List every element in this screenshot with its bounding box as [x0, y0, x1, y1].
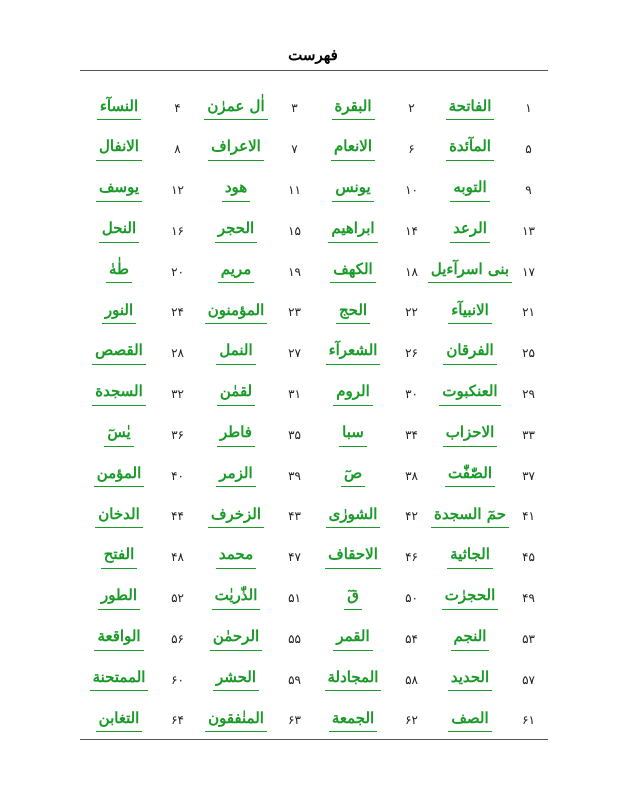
surah-number: ۶٢ — [405, 713, 418, 728]
surah-name-link[interactable]: القصص — [92, 339, 146, 365]
surah-entry[interactable] — [197, 210, 275, 251]
surah-name-link[interactable]: الحشر — [213, 666, 259, 692]
surah-number: ٣٨ — [405, 468, 418, 483]
surah-number: ۵٠ — [405, 590, 418, 605]
surah-number: ۵٧ — [522, 672, 535, 687]
surah-name-link[interactable]: الشعرآء — [326, 339, 381, 365]
surah-name-link[interactable]: الفرقان — [443, 339, 496, 365]
surah-name-link[interactable]: محمد — [216, 543, 256, 569]
surah-entry[interactable] — [197, 292, 275, 333]
surah-name-link[interactable]: الدخان — [95, 503, 142, 529]
surah-entry[interactable] — [197, 618, 275, 659]
surah-number: ٣۶ — [171, 427, 184, 442]
surah-number: ١٧ — [522, 264, 535, 279]
surah-entry[interactable] — [197, 455, 275, 496]
surah-entry[interactable] — [197, 170, 275, 211]
surah-number: ٣٣ — [522, 427, 535, 442]
surah-entry[interactable] — [314, 374, 392, 415]
surah-name-link[interactable]: البقرة — [332, 95, 375, 121]
surah-name-link[interactable]: الشورٰى — [326, 503, 381, 529]
surah-name-link[interactable]: الحجرٰت — [442, 584, 499, 610]
surah-entry[interactable] — [197, 537, 275, 578]
surah-entry[interactable] — [197, 700, 275, 741]
surah-name-link[interactable]: الاحزاب — [443, 421, 498, 447]
surah-entry[interactable] — [314, 88, 392, 129]
surah-number: ۴٠ — [171, 468, 184, 483]
surah-name-link[interactable]: الانعام — [331, 135, 375, 161]
surah-name-link[interactable]: لقمٰن — [217, 380, 255, 406]
surah-number: ١٠ — [405, 182, 418, 197]
surah-number: ١٣ — [522, 223, 535, 238]
surah-number: ۵٢ — [171, 590, 184, 605]
surah-entry[interactable] — [431, 292, 509, 333]
surah-entry[interactable] — [197, 129, 275, 170]
surah-entry[interactable] — [80, 292, 158, 333]
surah-number: ٢۴ — [171, 305, 184, 320]
surah-number: ۵۴ — [405, 631, 418, 646]
surah-name-link[interactable]: الرعد — [450, 217, 490, 243]
surah-number: ٣١ — [288, 386, 301, 401]
surah-entry[interactable] — [431, 496, 509, 537]
surah-entry[interactable] — [314, 537, 392, 578]
surah-number: ٨ — [174, 142, 181, 157]
surah-entry[interactable] — [431, 170, 509, 211]
surah-entry[interactable] — [197, 496, 275, 537]
surah-name-link[interactable]: النسآء — [97, 95, 141, 121]
surah-entry[interactable] — [314, 659, 392, 700]
surah-number: ۶١ — [522, 713, 535, 728]
surah-number: ۵۶ — [171, 631, 184, 646]
surah-number: ۵٩ — [288, 672, 301, 687]
surah-name-link[interactable]: الصف — [448, 707, 491, 733]
surah-name-link[interactable]: الحج — [336, 299, 370, 325]
surah-entry[interactable] — [314, 251, 392, 292]
surah-number: ١٢ — [171, 182, 184, 197]
surah-number: ۵ — [525, 142, 532, 157]
surah-entry[interactable] — [80, 455, 158, 496]
surah-name-link[interactable]: المنٰفقون — [205, 707, 267, 733]
surah-entry[interactable] — [80, 700, 158, 741]
surah-name-link[interactable]: الممتحنة — [90, 666, 149, 692]
surah-entry[interactable] — [431, 659, 509, 700]
surah-entry[interactable] — [80, 374, 158, 415]
surah-entry[interactable] — [314, 455, 392, 496]
surah-number: ٢٠ — [171, 264, 184, 279]
surah-entry[interactable] — [431, 455, 509, 496]
surah-number: ۶٣ — [288, 713, 301, 728]
surah-entry[interactable] — [80, 537, 158, 578]
surah-number: ٢٣ — [288, 305, 301, 320]
top-divider — [80, 70, 548, 71]
bottom-divider — [80, 739, 548, 740]
surah-number: ۴٧ — [288, 550, 301, 565]
surah-entry[interactable] — [431, 578, 509, 619]
page-title: فهرست — [288, 46, 338, 64]
surah-entry[interactable] — [314, 170, 392, 211]
table-of-contents — [80, 88, 548, 741]
surah-number: ۶ — [408, 142, 415, 157]
surah-number: ۴۵ — [522, 550, 535, 565]
surah-entry[interactable] — [314, 210, 392, 251]
surah-entry[interactable] — [80, 129, 158, 170]
surah-name-link[interactable]: حمٓ السجدة — [431, 503, 509, 529]
surah-name-link[interactable]: النحل — [99, 217, 139, 243]
surah-entry[interactable] — [80, 333, 158, 374]
surah-name-link[interactable]: ابراهيم — [328, 217, 377, 243]
surah-number: ١۶ — [171, 223, 184, 238]
surah-number: ۴۴ — [171, 509, 184, 524]
surah-name-link[interactable]: المؤمن — [94, 462, 145, 488]
surah-number: ۵١ — [288, 590, 301, 605]
surah-entry[interactable] — [197, 659, 275, 700]
surah-name-link[interactable]: طٰهٰ — [106, 258, 132, 284]
surah-name-link[interactable]: بنی اسرآءيل — [428, 258, 512, 284]
surah-number: ۵۵ — [288, 631, 301, 646]
surah-name-link[interactable]: الروم — [333, 380, 373, 406]
surah-name-link[interactable]: التوبه — [450, 176, 489, 202]
surah-number: ۴٩ — [522, 590, 535, 605]
surah-entry[interactable] — [431, 251, 509, 292]
surah-name-link[interactable]: الزخرف — [208, 503, 264, 529]
surah-number: ۶۴ — [171, 713, 184, 728]
surah-name-link[interactable]: اٰل عمرٰن — [204, 95, 267, 121]
surah-name-link[interactable]: الرحمٰن — [210, 625, 262, 651]
surah-number: ١۵ — [288, 223, 301, 238]
surah-name-link[interactable]: العنكبوت — [439, 380, 500, 406]
surah-entry[interactable] — [431, 129, 509, 170]
surah-name-link[interactable]: الواقعة — [94, 625, 143, 651]
surah-name-link[interactable]: الطور — [98, 584, 140, 610]
surah-entry[interactable] — [314, 292, 392, 333]
surah-entry[interactable] — [431, 374, 509, 415]
surah-number: ٩ — [525, 182, 532, 197]
surah-name-link[interactable]: يوسف — [96, 176, 142, 202]
surah-name-link[interactable]: فاطر — [217, 421, 255, 447]
surah-entry[interactable] — [314, 129, 392, 170]
surah-number: ۴١ — [522, 509, 535, 524]
surah-number: ١ — [525, 101, 532, 116]
surah-number: ۴٢ — [405, 509, 418, 524]
surah-name-link[interactable]: يونس — [332, 176, 373, 202]
surah-entry[interactable] — [314, 700, 392, 741]
surah-entry[interactable] — [80, 251, 158, 292]
surah-name-link[interactable]: الانفال — [96, 135, 142, 161]
surah-entry[interactable] — [314, 496, 392, 537]
surah-number: ١۴ — [405, 223, 418, 238]
surah-name-link[interactable]: الاحقاف — [325, 543, 381, 569]
surah-number: ١٩ — [288, 264, 301, 279]
surah-entry[interactable] — [314, 618, 392, 659]
surah-name-link[interactable]: الاعراف — [208, 135, 264, 161]
surah-number: ٢٢ — [405, 305, 418, 320]
surah-number: ۵٣ — [522, 631, 535, 646]
surah-name-link[interactable]: صٓ — [341, 462, 365, 488]
surah-name-link[interactable]: المآئدة — [446, 135, 494, 161]
surah-number: ۴٣ — [288, 509, 301, 524]
surah-number: ٣٧ — [522, 468, 535, 483]
surah-name-link[interactable]: الصّٰفّٰت — [445, 462, 495, 488]
surah-number: ٢١ — [522, 305, 535, 320]
surah-name-link[interactable]: المؤمنون — [205, 299, 267, 325]
surah-name-link[interactable]: سبا — [339, 421, 367, 447]
surah-name-link[interactable]: النور — [102, 299, 136, 325]
surah-name-link[interactable]: الجمعة — [329, 707, 377, 733]
surah-number: ٣٠ — [405, 386, 418, 401]
surah-name-link[interactable]: الفتح — [101, 543, 138, 569]
surah-entry[interactable] — [431, 88, 509, 129]
surah-name-link[interactable]: السجدة — [92, 380, 146, 406]
surah-entry[interactable] — [80, 170, 158, 211]
surah-entry[interactable] — [197, 414, 275, 455]
surah-entry[interactable] — [431, 537, 509, 578]
surah-entry[interactable] — [314, 333, 392, 374]
surah-entry[interactable] — [197, 88, 275, 129]
surah-entry[interactable] — [431, 333, 509, 374]
surah-number: ١١ — [288, 182, 301, 197]
surah-number: ٧ — [291, 142, 298, 157]
surah-entry[interactable] — [197, 578, 275, 619]
surah-number: ۶٠ — [171, 672, 184, 687]
surah-number: ٣٩ — [288, 468, 301, 483]
surah-entry[interactable] — [80, 618, 158, 659]
surah-name-link[interactable]: الحجر — [215, 217, 257, 243]
surah-number: ۴ — [174, 101, 181, 116]
surah-name-link[interactable]: الحديد — [448, 666, 492, 692]
surah-entry[interactable] — [197, 374, 275, 415]
surah-name-link[interactable]: التغابن — [96, 707, 143, 733]
surah-entry[interactable] — [314, 414, 392, 455]
surah-number: ٣۴ — [405, 427, 418, 442]
surah-entry[interactable] — [80, 88, 158, 129]
surah-entry[interactable] — [80, 210, 158, 251]
surah-name-link[interactable]: قٓ — [344, 584, 362, 610]
surah-name-link[interactable]: الزمر — [216, 462, 255, 488]
surah-name-link[interactable]: يٰسٓ — [104, 421, 133, 447]
surah-entry[interactable] — [197, 333, 275, 374]
surah-number: ٢۵ — [522, 346, 535, 361]
surah-entry[interactable] — [80, 659, 158, 700]
surah-name-link[interactable]: مريم — [218, 258, 254, 284]
surah-number: ٣ — [291, 101, 298, 116]
surah-number: ١٨ — [405, 264, 418, 279]
surah-name-link[interactable]: الكهف — [330, 258, 375, 284]
surah-number: ٢٩ — [522, 386, 535, 401]
surah-name-link[interactable]: الفاتحة — [446, 95, 495, 121]
surah-entry[interactable] — [314, 578, 392, 619]
surah-number: ٢ — [408, 101, 415, 116]
surah-name-link[interactable]: النجم — [451, 625, 490, 651]
surah-number: ٢٨ — [171, 346, 184, 361]
surah-entry[interactable] — [431, 210, 509, 251]
surah-name-link[interactable]: هود — [222, 176, 250, 202]
surah-number: ٢۶ — [405, 346, 418, 361]
surah-number: ۴۶ — [405, 550, 418, 565]
surah-entry[interactable] — [80, 496, 158, 537]
surah-number: ۵٨ — [405, 672, 418, 687]
surah-entry[interactable] — [431, 618, 509, 659]
surah-name-link[interactable]: الذّٰريٰت — [212, 584, 261, 610]
surah-entry[interactable] — [80, 578, 158, 619]
surah-entry[interactable] — [80, 414, 158, 455]
surah-name-link[interactable]: الانبيآء — [448, 299, 492, 325]
surah-name-link[interactable]: المجادلة — [325, 666, 382, 692]
surah-number: ۴٨ — [171, 550, 184, 565]
surah-entry[interactable] — [197, 251, 275, 292]
surah-entry[interactable] — [431, 414, 509, 455]
surah-number: ٢٧ — [288, 346, 301, 361]
surah-name-link[interactable]: النمل — [216, 339, 255, 365]
surah-name-link[interactable]: الجاثية — [447, 543, 493, 569]
surah-name-link[interactable]: القمر — [333, 625, 372, 651]
surah-number: ٣۵ — [288, 427, 301, 442]
surah-number: ٣٢ — [171, 386, 184, 401]
surah-entry[interactable] — [431, 700, 509, 741]
